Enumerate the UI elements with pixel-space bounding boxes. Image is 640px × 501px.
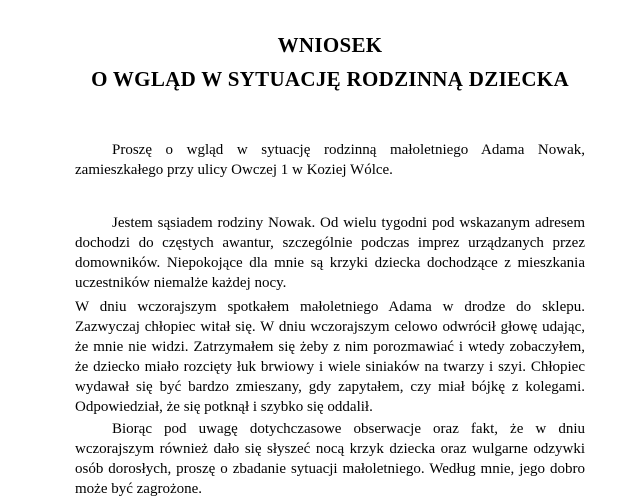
document-title: [75, 0, 585, 90]
paragraph-conclusion: Biorąc pod uwagę dotychczasowe obserwacje oraz fakt, że w dniu wczorajszym również dało się słyszeć nocą krzyk dziecka oraz wulgarne odzywki osób dorosłych, proszę o zbadanie sytuacji małoletniego. Według mnie, jego dobro może być zagrożone.: [75, 421, 585, 497]
paragraph-neighbor-observations: Jestem sąsiadem rodziny Nowak. Od wielu tygodni pod wskazanym adresem dochodzi do częstych awantur, szczególnie podczas imprez urządzanych przez domowników. Niepokojące dla mnie są krzyki dziecka dochodzące z mieszkania uczestników niemalże każdej nocy.: [75, 215, 585, 291]
document-title-line-2: O WGLĄD W SYTUACJĘ RODZINNĄ DZIECKA: [91, 67, 569, 91]
document-title-line-1: WNIOSEK: [277, 33, 383, 57]
paragraph-yesterday-encounter: W dniu wczorajszym spotkałem małoletniego Adama w drodze do sklepu. Zazwyczaj chłopiec witał się. W dniu wczorajszym celowo odwrócił głowę udając, że mnie nie widzi. Zatrzymałem się żeby z nim porozmawiać i wtedy zobaczyłem, że dziecko miało rozcięty łuk brwiowy i wiele siniaków na twarzy i szyi. Chłopiec wydawał się być bardzo zmieszany, gdy zapytałem, czy miał bójkę z kolegami. Odpowiedział, że się potknął i szybko się oddalił.: [75, 299, 585, 415]
paragraph-request: Proszę o wgląd w sytuację rodzinną małoletniego Adama Nowak, zamieszkałego przy ulicy Owczej 1 w Koziej Wólce.: [75, 142, 585, 178]
